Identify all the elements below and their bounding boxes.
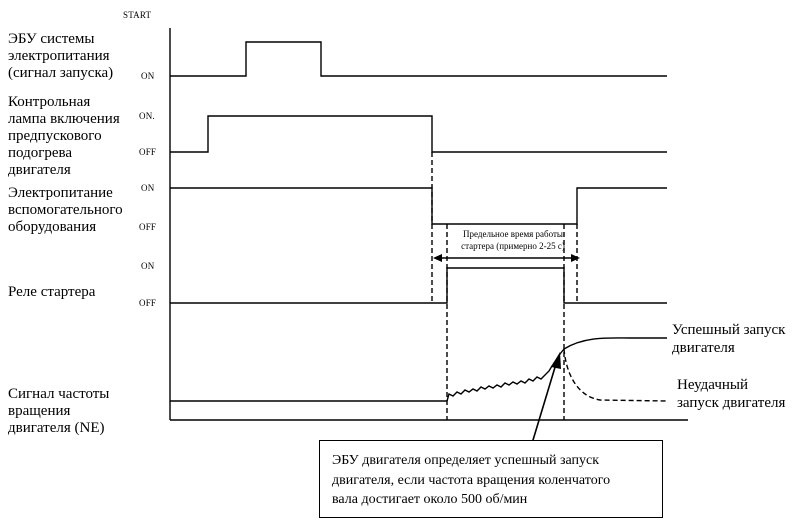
accessory-power-waveform <box>170 188 667 224</box>
callout-text: ЭБУ двигателя определяет успешный запуск двигателя, если частота вращения коленчатого вала достигает около 500 об/мин <box>332 453 611 507</box>
glow-lamp-off-state: OFF <box>139 147 157 157</box>
starter-time-note: Предельное время работы стартера (примерно 2-25 с) <box>461 229 565 251</box>
accessory-on-state: ON <box>141 183 155 193</box>
callout-box <box>319 440 663 518</box>
signal-label-ne: Сигнал частоты вращения двигателя (NE) <box>8 386 110 436</box>
ecu-power-on-state: ON <box>141 71 155 81</box>
ne-failure-curve <box>564 349 667 401</box>
signal-label-accessory-power: Электропитание вспомогательного оборудования <box>8 185 123 235</box>
ne-success-curve <box>564 338 667 349</box>
start-label: START <box>123 10 152 20</box>
callout-pointer-head <box>551 352 561 369</box>
arrow-head-left <box>433 254 442 262</box>
starter-on-state: ON <box>141 261 155 271</box>
accessory-off-state: OFF <box>139 222 157 232</box>
arrow-head-right <box>571 254 580 262</box>
glow-lamp-waveform <box>170 116 667 152</box>
signal-label-ecu-power: ЭБУ системы электропитания (сигнал запуска) <box>8 31 114 81</box>
glow-lamp-on-state: ON. <box>139 111 155 121</box>
failure-outcome-label: Неудачный запуск двигателя <box>677 377 786 411</box>
success-outcome-label: Успешный запуск двигателя <box>672 322 786 356</box>
starter-relay-waveform <box>170 268 667 303</box>
signal-label-starter-relay: Реле стартера <box>8 284 96 300</box>
ecu-power-waveform <box>170 42 667 76</box>
starter-off-state: OFF <box>139 298 157 308</box>
signal-label-glow-lamp: Контрольная лампа включения предпускового подогрева двигателя <box>8 94 120 178</box>
